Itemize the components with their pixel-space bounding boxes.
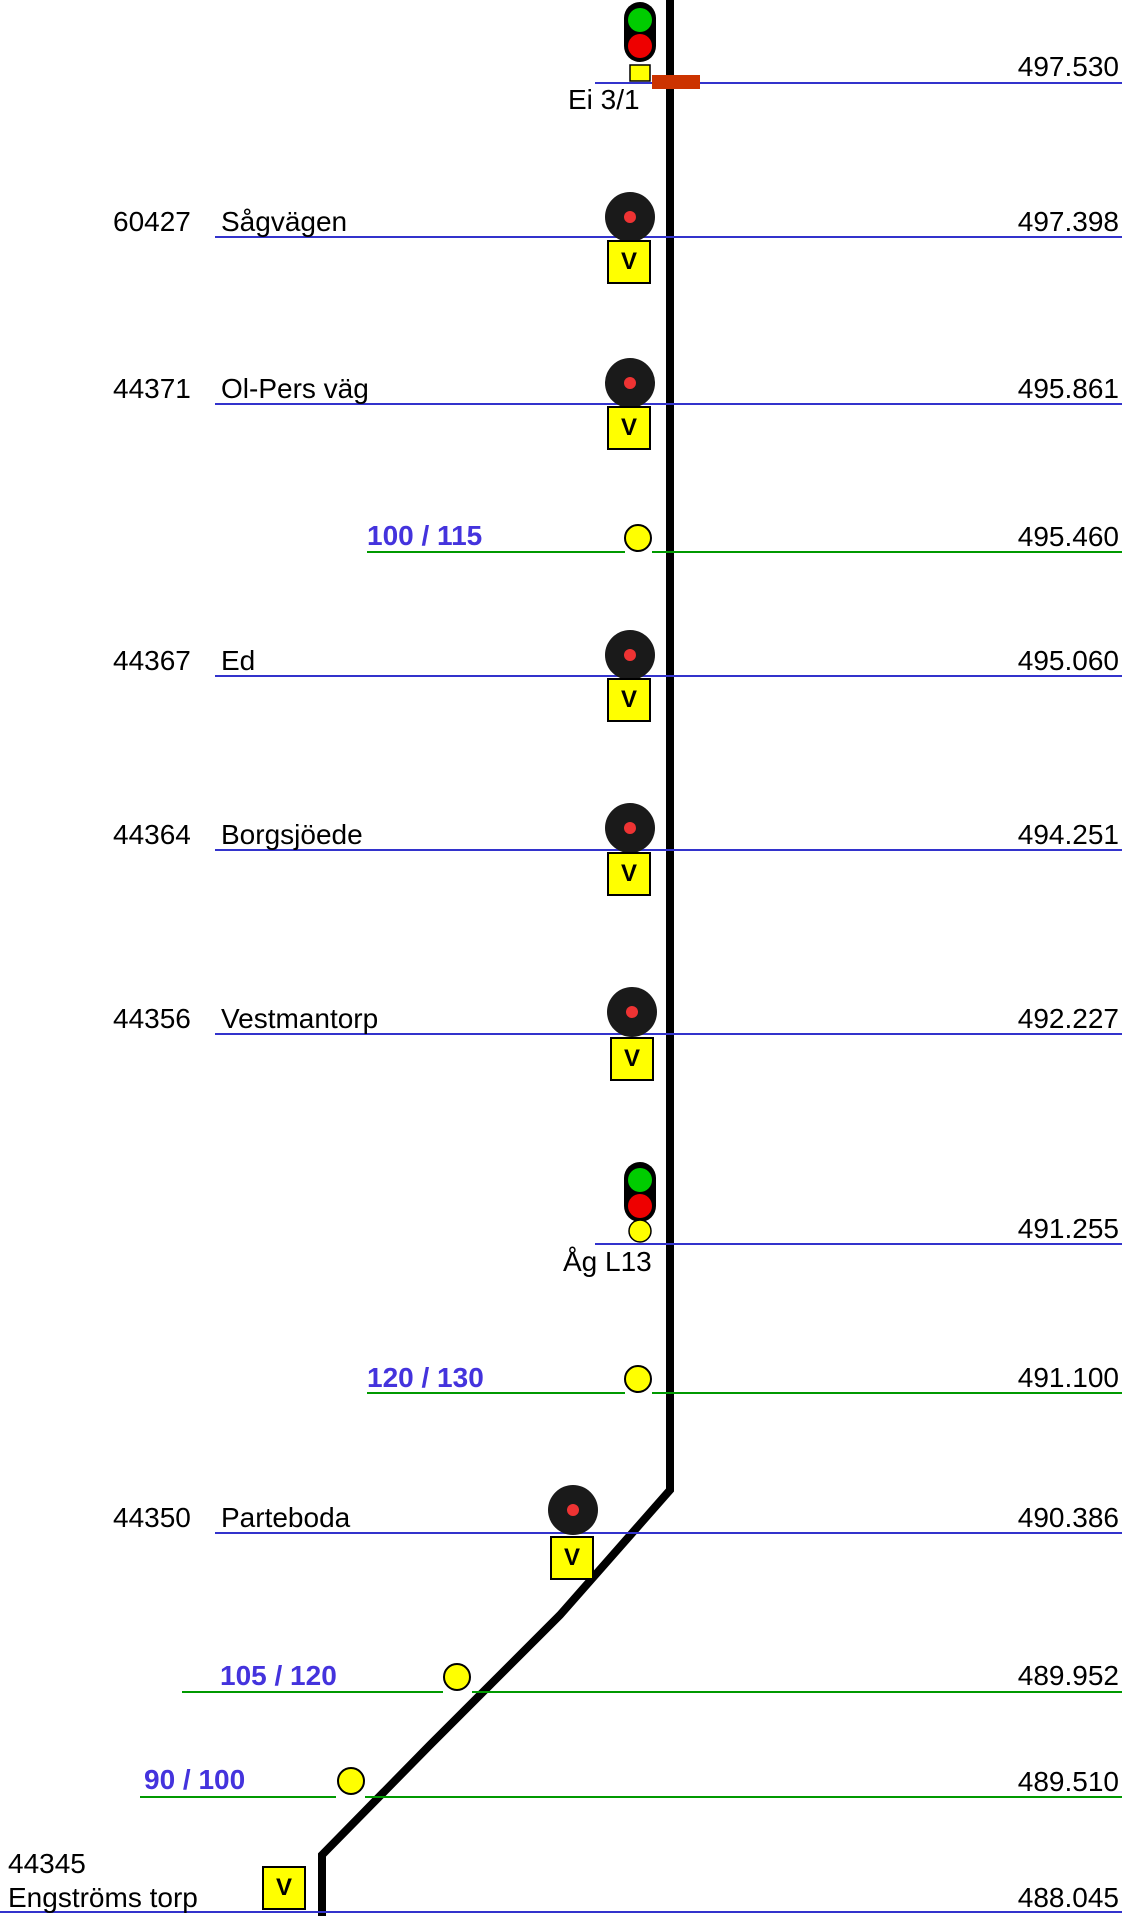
km-post: 489.510 [1017, 1766, 1119, 1797]
km-post: 488.045 [1017, 1882, 1119, 1913]
km-post: 495.460 [1017, 521, 1119, 552]
km-post: 495.861 [1017, 373, 1119, 404]
signal-name: Ei 3/1 [568, 84, 640, 115]
km-post: 492.227 [1017, 1003, 1119, 1034]
crossing-name: Borgsjöede [221, 819, 363, 850]
signal-name: Åg L13 [563, 1246, 652, 1277]
crossing-light-icon [605, 630, 655, 680]
crossing-sign-ed: V [607, 678, 651, 722]
station-limit-marker [652, 75, 700, 89]
km-post: 490.386 [1017, 1502, 1119, 1533]
crossing-id: 44345 [8, 1848, 86, 1879]
speed-limit-label: 120 / 130 [367, 1362, 484, 1393]
km-post: 491.100 [1017, 1362, 1119, 1393]
crossing-id: 44350 [113, 1502, 191, 1533]
crossing-sign-sagvagen: V [607, 240, 651, 284]
km-post: 491.255 [1017, 1213, 1119, 1244]
track-line [322, 0, 670, 1916]
km-post: 489.952 [1017, 1660, 1119, 1691]
speed-limit-label: 105 / 120 [220, 1660, 337, 1691]
crossing-name: Engströms torp [8, 1882, 198, 1913]
km-post: 495.060 [1017, 645, 1119, 676]
crossing-name: Sågvägen [221, 206, 348, 237]
crossing-light-icon [605, 358, 655, 408]
crossing-light-icon [548, 1485, 598, 1535]
main-signal-ei [624, 2, 656, 81]
km-post: 497.398 [1017, 206, 1119, 237]
speed-limit-label: 100 / 115 [367, 520, 483, 551]
crossing-sign-engstroms: V [262, 1866, 306, 1910]
crossing-name: Ol-Pers väg [221, 373, 369, 404]
crossing-id: 44356 [113, 1003, 191, 1034]
main-signal-ag [624, 1162, 656, 1242]
speed-board-icon [625, 1366, 651, 1392]
speed-board-icon [444, 1664, 470, 1690]
crossing-light-icon [605, 803, 655, 853]
crossing-name: Ed [221, 645, 256, 676]
speed-limit-label: 90 / 100 [144, 1764, 246, 1795]
crossing-light-icon [607, 987, 657, 1037]
crossing-sign-parteboda: V [550, 1536, 594, 1580]
crossing-id: 60427 [113, 206, 191, 237]
speed-board-icon [338, 1768, 364, 1794]
crossing-name: Parteboda [221, 1502, 351, 1533]
km-post: 494.251 [1017, 819, 1119, 850]
speed-board-icon [625, 525, 651, 551]
crossing-sign-olpers: V [607, 406, 651, 450]
crossing-sign-borgsjoede: V [607, 852, 651, 896]
crossing-sign-vestmantorp: V [610, 1037, 654, 1081]
crossing-name: Vestmantorp [221, 1003, 379, 1034]
crossing-id: 44364 [113, 819, 191, 850]
crossing-id: 44371 [113, 373, 191, 404]
crossing-id: 44367 [113, 645, 191, 676]
crossing-light-icon [605, 192, 655, 242]
km-post: 497.530 [1017, 51, 1119, 82]
